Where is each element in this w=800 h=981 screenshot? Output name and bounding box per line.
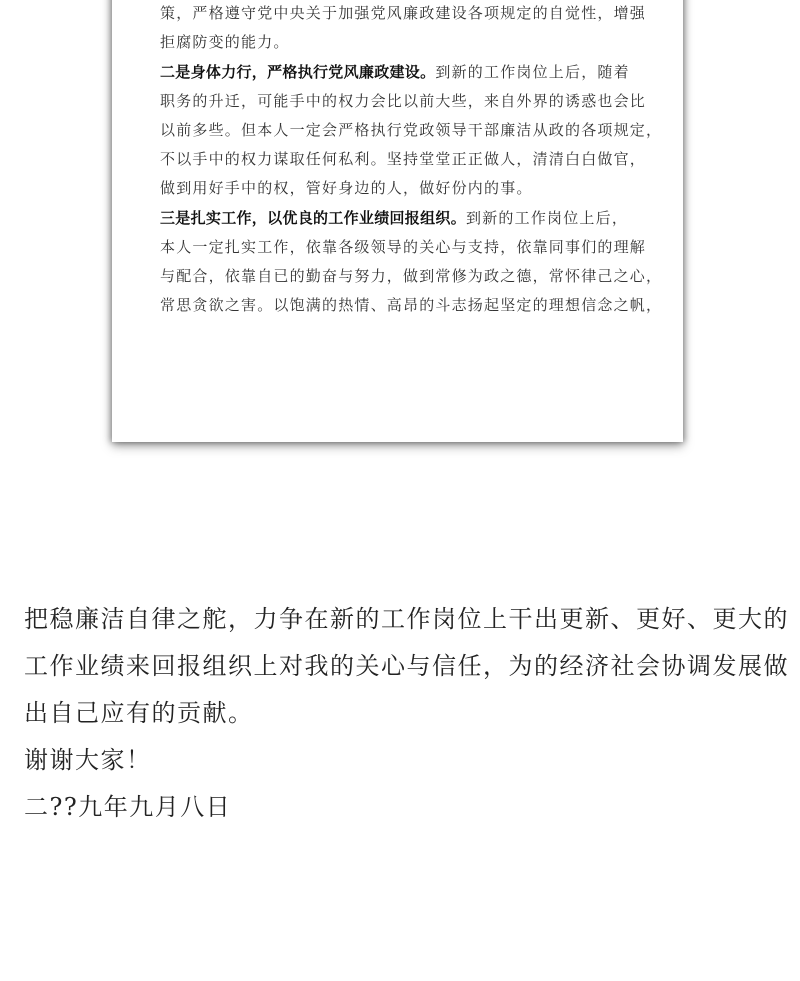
preview-line: 拒腐防变的能力。 xyxy=(160,33,290,52)
body-paragraph-line: 出自己应有的贡献。 xyxy=(24,699,254,727)
closing-thanks: 谢谢大家！ xyxy=(24,746,152,774)
page-preview-text xyxy=(160,0,663,320)
body-paragraph-line: 工作业绩来回报组织上对我的关心与信任，为的经济社会协调发展做 xyxy=(24,652,789,680)
section-heading-3: 三是扎实工作，以优良的工作业绩回报组织。 xyxy=(160,208,467,227)
document-body-text xyxy=(24,596,789,831)
preview-line: 策，严格遵守党中央关于加强党风廉政建设各项规定的自觉性，增强 xyxy=(160,4,647,23)
document-date: 二??九年九月八日 xyxy=(24,793,232,821)
preview-line: 与配合，依靠自已的勤奋与努力，做到常修为政之德，常怀律己之心， xyxy=(160,267,663,286)
document-page-preview xyxy=(112,0,683,442)
preview-line: 常思贪欲之害。以饱满的热情、高昂的斗志扬起坚定的理想信念之帆， xyxy=(160,296,663,315)
preview-line: 做到用好手中的权，管好身边的人，做好份内的事。 xyxy=(160,179,533,198)
preview-line: 不以手中的权力谋取任何私利。坚持堂堂正正做人，清清白白做官， xyxy=(160,150,647,169)
preview-line: 以前多些。但本人一定会严格执行党政领导干部廉洁从政的各项规定， xyxy=(160,121,663,139)
preview-line: 本人一定扎实工作，依靠各级领导的关心与支持，依靠同事们的理解 xyxy=(160,237,647,256)
preview-line: 二是身体力行，严格执行党风廉政建设。到新的工作岗位上后，随着 xyxy=(160,62,630,81)
body-paragraph-line: 把稳廉洁自律之舵，力争在新的工作岗位上干出更新、更好、更大的 xyxy=(24,605,789,633)
preview-line: 职务的升迁，可能手中的权力会比以前大些，来自外界的诱惑也会比 xyxy=(160,91,647,110)
preview-line: 三是扎实工作，以优良的工作业绩回报组织。到新的工作岗位上后， xyxy=(160,208,629,227)
section-heading-2: 二是身体力行，严格执行党风廉政建设。 xyxy=(160,62,436,81)
